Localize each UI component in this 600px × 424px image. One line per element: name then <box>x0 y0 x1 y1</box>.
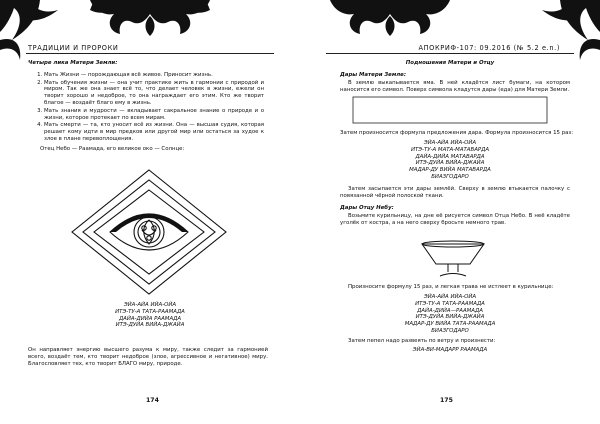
formula-line: ИТЭ-ДУЙА ВИЙА-ДЖАЙА <box>415 314 485 321</box>
earth-formula <box>360 140 540 181</box>
sky-father-symbol <box>70 168 228 296</box>
running-head: АПОКРИФ-107: 09.2016 (№ 5.2 e.n.) <box>418 44 560 52</box>
formula-line: ЭЙА-АЙА ИЙА-ОЙА <box>423 294 477 300</box>
invocation-intro: Отец Небо — Раамада, его великое око — Солнце: <box>40 146 185 152</box>
formula-line: ИТЭ-ТУ-А МАТА-МАТАВАРДА <box>410 146 490 153</box>
header-rule <box>326 53 574 54</box>
header-rule <box>26 53 274 54</box>
faces-list <box>30 72 264 143</box>
list-item: 1. Мать Жизни — порождающая всё живое. Приносит жизнь. <box>44 72 264 79</box>
formula2-intro: Произносите формулу 15 раз, и легкая трава не истлеет в курильнице: <box>348 284 554 290</box>
formula-line: МАДАР-ДУ ВИЙА ТАТА-РААМАДА <box>404 321 496 328</box>
subsection-text: Возьмите курильницу, на дне её рисуется символ Отца Небо. В неё кладёте уголёк от костра, а на него сверху бросьте немного трав. <box>340 213 570 226</box>
formula-line: БИАЗГОДАРО <box>431 327 469 334</box>
subsection-title: Дары Отцу Небу: <box>340 205 394 211</box>
list-item: 4. Мать смерти — та, кто уносит всё из жизни. Она — высшая судия, которая решает кому идти в мир предков или другой мир или остаться за худое к злое в плане перевоплощения. <box>44 122 264 143</box>
subsection-title: Дары Матери Земле: <box>340 72 406 78</box>
censer-icon <box>418 238 488 280</box>
formula-line: МАДАР-ДУ ВИЙА МАТАВАРДА <box>409 167 491 174</box>
page-number: 175 <box>440 397 453 404</box>
formula-intro: Затем произносится формула предложения дара. Формула произносится 15 раз: <box>340 130 574 136</box>
ash-text: Затем пепел надо развеять по ветру и произнести: <box>348 338 496 344</box>
sky-formula <box>360 294 540 335</box>
formula-line: ДАЙА-ДИЙА МАТАВАРДА <box>415 153 485 160</box>
ash-chant <box>360 347 540 354</box>
chant-line: ЭЙА-АЙА ИЙА-ОЙА <box>123 302 177 308</box>
formula-line: ЭЙА-АЙА ИЙА-ОЙА <box>423 140 477 146</box>
list-item: 2. Мать обучения жизни — она учит практике жить в гармонии с природой и миром. Так же она знает всё то, что делает человек в жизни, ежели он творит хорошо и недоброе, то она награждает его этим. Кто же творит благое — воздаёт благо ему в жизнь. <box>44 80 264 108</box>
formula-line: ДАЙА-ДИЙА—РААМАДА <box>417 307 483 314</box>
section-title: Четыре лика Матери Земли: <box>28 60 118 66</box>
chant-line: ИТЭ-ДУЙА ВИЙА-ДЖАЙА <box>115 322 185 329</box>
closing-paragraph: Он направляет энергию высшего разума к миру, также следит за гармонией всего, воздаёт тем, кто творит недоброе (злое, агрессивное и негативное) миру. Благословляет тех, кто творит БЛАГО миру, природе. <box>28 347 268 367</box>
section-title: Подношения Матери и Отцу <box>405 60 495 66</box>
earth-mother-symbol <box>352 96 548 124</box>
subsection-text: В землю выкапывается яма. В ней кладётся лист бумаги, на котором наносится его символ. Поверх символа кладутся дары (еда) для Матери Земли. <box>340 80 570 93</box>
chant-line: ИТЭ-ТУ-А ТАТА-РААМАДА <box>115 308 185 315</box>
chant-line: ДАЙА-ДИЙА РААМАДА <box>118 315 182 322</box>
after-formula-text: Затем засыпается эти дары землёй. Сверху в землю втыкается палочку с повязанной чёрной полоской ткани. <box>340 186 570 199</box>
formula-line: ИТЭ-ТУ-А ТАТА-РААМАДА <box>415 300 485 307</box>
sky-chant <box>60 302 240 329</box>
ash-chant-line: ЭЙА-ВИ-МАДАРР РААМАДА <box>412 347 488 353</box>
list-item: 3. Мать знания и мудрости — вкладывает сакральное знание о природе и о жизни, которое протекает по всем мирам. <box>44 108 264 122</box>
running-head: ТРАДИЦИИ И ПРОРОКИ <box>28 44 119 52</box>
right-page <box>300 0 600 424</box>
page-number: 174 <box>146 397 159 404</box>
formula-line: ИТЭ-ДУЙА ВИЙА-ДЖАЙА <box>415 160 485 167</box>
formula-line: БИАЗГОДАРО <box>431 173 469 180</box>
